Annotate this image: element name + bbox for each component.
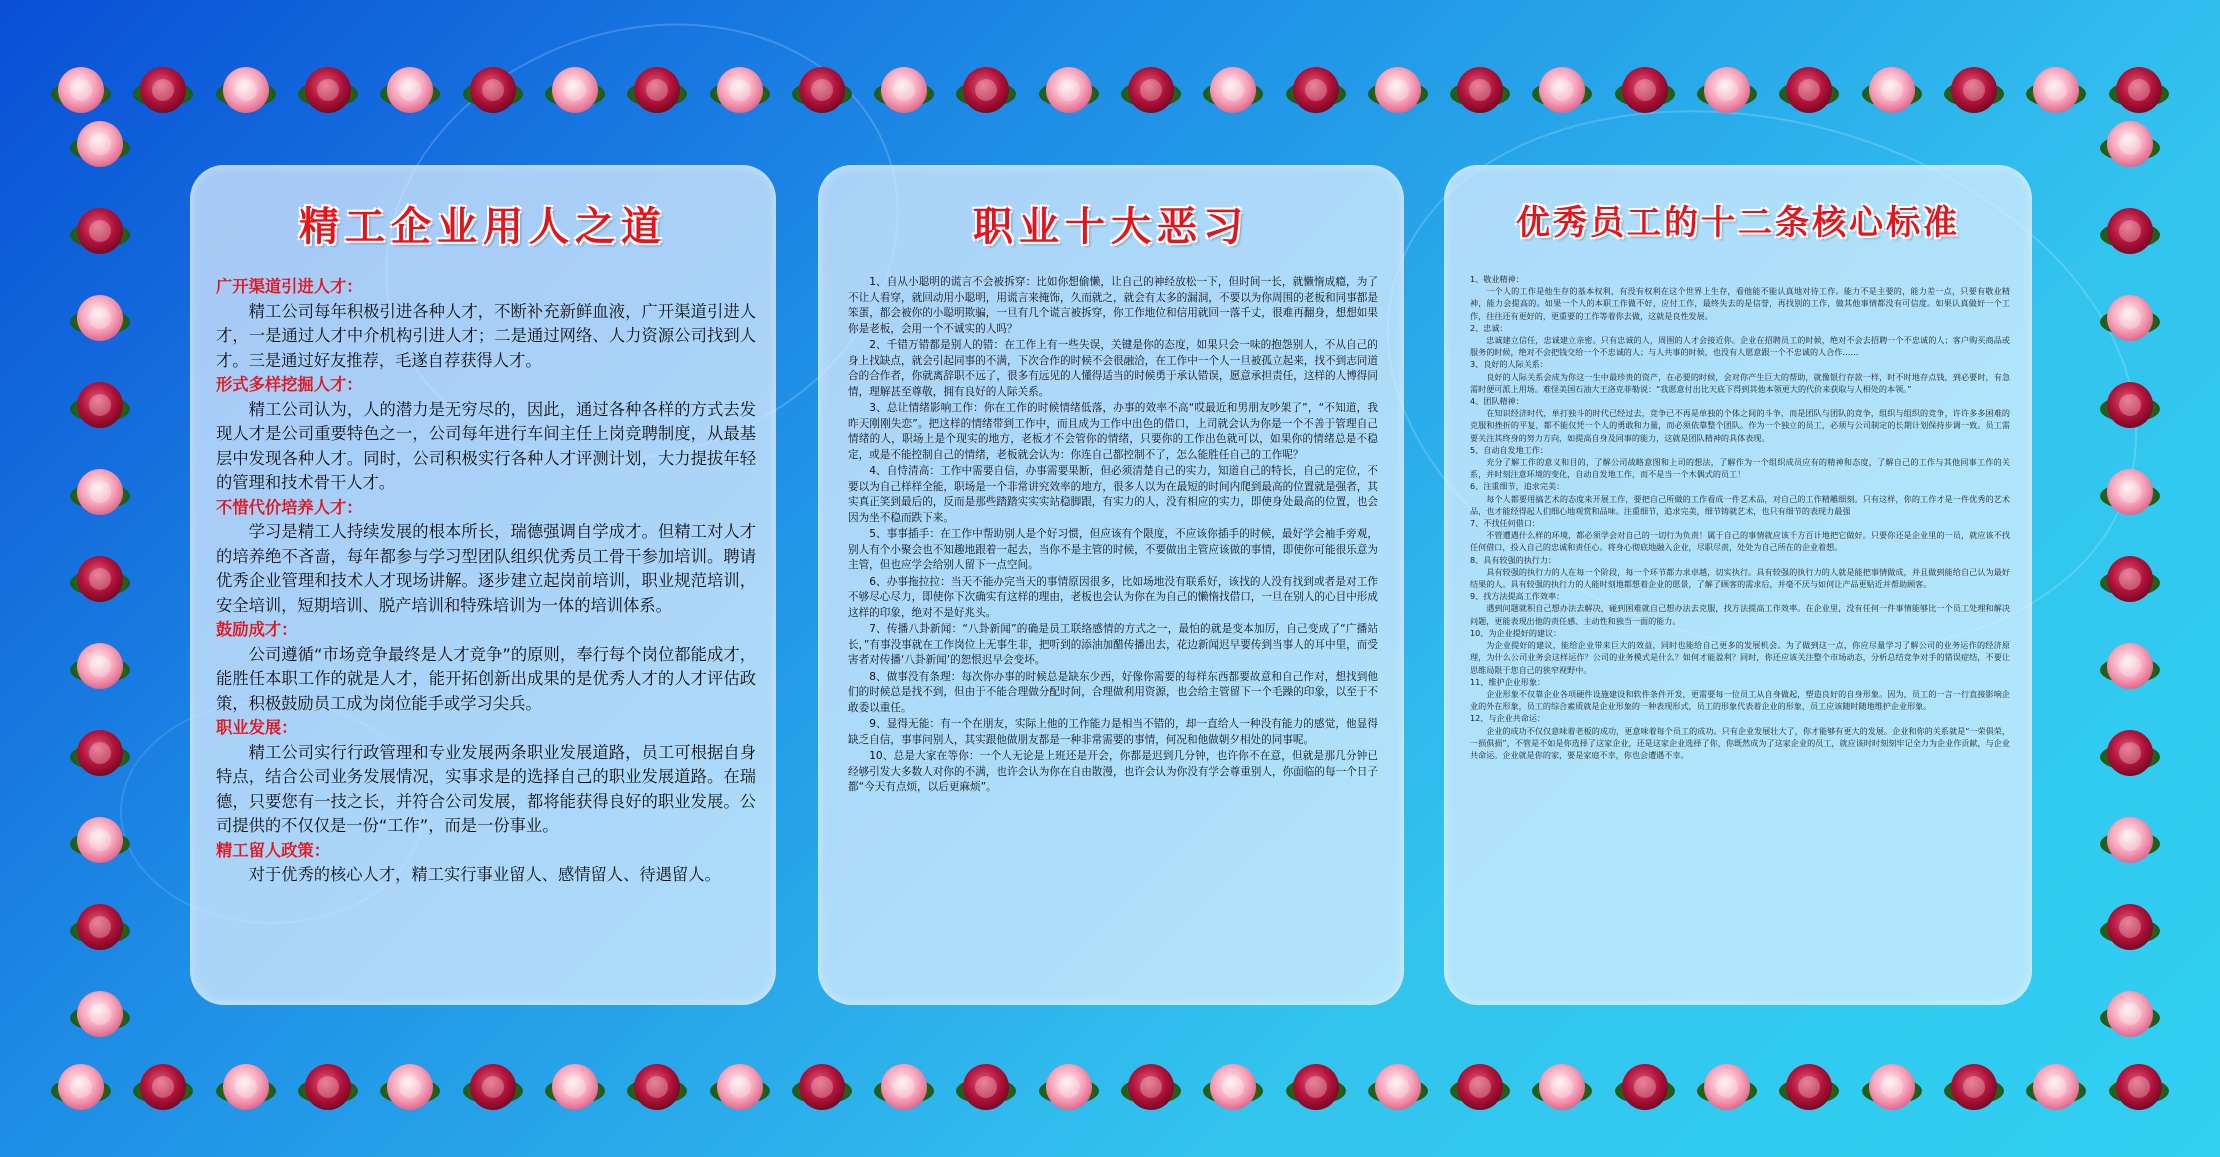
peony-flower-icon <box>1116 59 1186 121</box>
item-heading: 5、自动自发地工作： <box>1470 444 1548 455</box>
peony-flower-icon <box>1939 59 2009 121</box>
peony-flower-icon <box>65 287 135 349</box>
item-heading: 12、与企业共命运： <box>1470 713 1546 724</box>
peony-flower-icon <box>2095 722 2165 784</box>
peony-flower-icon <box>65 809 135 871</box>
peony-flower-icon <box>1692 1056 1762 1118</box>
panel-title: 精工企业用人之道 <box>299 203 667 250</box>
section-heading: 广开渠道引进人才： <box>216 277 363 296</box>
peony-flower-icon <box>787 59 857 121</box>
panel-talent-policy <box>190 165 776 1005</box>
peony-flower-icon <box>293 1056 363 1118</box>
list-item: 7、传播八卦新闻：“八卦新闻”的确是员工联络感情的方式之一，最怕的就是变本加厉，自己变成了“广播站长，”有事没事就在工作岗位上无事生非，把听到的添油加醋传播出去，花边新闻迟早要传到当事人的耳中里，而受害者对传播‘八卦新闻’的恕恨迟早会变坏。 <box>848 623 1378 666</box>
item-text: 充分了解工作的意义和目的，了解公司战略意图和上司的想法，了解作为一个组织成员应有的精神和态度，了解自己的工作与其他同事工作的关系，并时刻注意环境的变化，自动自发地工作，而不是当一个木偶式的员工！ <box>1470 457 2010 480</box>
peony-flower-icon <box>1034 1056 1104 1118</box>
section-text: 公司遵循“市场竞争最终是人才竞争”的原则，奉行每个岗位都能成才，能胜任本职工作的就是人才，能开拓创新出成果的是优秀人才的人才评估政策，积极鼓励员工成为岗位能手或学习尖兵。 <box>216 644 756 713</box>
list-item: 2、千错万错都是别人的错：在工作上有一些失误，关键是你的态度，如果只会一味的抱怨别人，不从自己的身上找缺点，就会引起同事的不满，下次合作的时候不会很融洽，在工作中一个人一旦被孤立起来，找不到志同道合的合作者，你就离辞职不远了，很多有远见的人懂得适当的时候勇于承认错误，愿意承担责任，这样的人博得同情，理解甚至尊敬，拥有良好的人际关系。 <box>848 339 1378 398</box>
peony-flower-icon <box>1198 59 1268 121</box>
peony-flower-icon <box>2095 200 2165 262</box>
item-text: 一个人的工作是他生存的基本权利，有没有权利在这个世界上生存，看他能不能认真地对待工作。能力不是主要的，能力差一点，只要有敬业精神，能力会提高的。如果一个人的本职工作做不好，应付工作，最终失去的是信誉，再找别的工作，做其他事情都没有可信度。如果认真做好一个工作，往往还有更好的，更重要的工作等着你去做，这就是良性发展。 <box>1470 286 2010 321</box>
peony-flower-icon <box>65 548 135 610</box>
panel-title: 职业十大恶习 <box>973 203 1249 250</box>
item-heading: 2、忠诚： <box>1470 322 1508 333</box>
peony-flower-icon <box>1445 1056 1515 1118</box>
section-heading: 鼓励成才： <box>216 620 298 639</box>
section-text: 精工公司实行行政管理和专业发展两条职业发展道路，员工可根据自身特点，结合公司业务发展情况，实事求是的选择自己的职业发展道路。在瑞德，只要您有一技之长，并符合公司发展，都将能获得良好的职业发展。公司提供的不仅仅是一份“工作”，而是一份事业。 <box>216 742 756 835</box>
peony-flower-icon <box>1363 1056 1433 1118</box>
peony-flower-icon <box>2104 1056 2174 1118</box>
peony-flower-icon <box>2095 113 2165 175</box>
item-heading: 7、不找任何借口： <box>1470 518 1540 529</box>
section-text: 学习是精工人持续发展的根本所长，瑞德强调自学成才。但精工对人才的培养绝不吝啬，每年都参与学习型团队组织优秀员工骨干参加培训。聘请优秀企业管理和技术人才现场讲解。逐步建立起岗前培训，职业规范培训，安全培训，短期培训、脱产培训和特殊培训为一体的培训体系。 <box>216 522 756 615</box>
section-heading: 精工留人政策： <box>216 840 330 860</box>
flower-border-left <box>55 100 145 1057</box>
peony-flower-icon <box>65 896 135 958</box>
peony-flower-icon <box>65 374 135 436</box>
peony-flower-icon <box>787 1056 857 1118</box>
peony-flower-icon <box>1774 59 1844 121</box>
panel-title: 优秀员工的十二条核心标准 <box>1516 203 1960 243</box>
section-text: 精工公司每年积极引进各种人才，不断补充新鲜血液，广开渠道引进人才，一是通过人才中介机构引进人才；二是通过网络、人力资源公司找到人才。三是通过好友推荐，毛遂自荐获得人才。 <box>216 301 756 370</box>
panel-bad-habits <box>818 165 1404 1005</box>
item-text: 在知识经济时代，单打独斗的时代已经过去，竞争已不再是单独的个体之间的斗争，而是团队与团队的竞争，组织与组织的竞争，许许多多困难的克服和挫折的平复，都不能仅凭一个人的勇敢和力量，而必须依靠整个团队。作为一个独立的员工，必须与公司制定的长期计划保持步调一致。员工需要关注其终身的努力方向，如提高自身及同事的能力，这就是团队精神的具体表现。 <box>1470 408 2010 443</box>
item-heading: 11、维护企业形象： <box>1470 676 1546 687</box>
peony-flower-icon <box>540 59 610 121</box>
peony-flower-icon <box>458 59 528 121</box>
item-text: 企业形象不仅靠企业各项硬件设施建设和软件条件开发，更需要每一位员工从自身做起，塑造良好的自身形象。因为，员工的一言一行直接影响企业的外在形象，员工的综合素质就是企业形象的一种表现形式，员工的形象代表着企业的形象，员工应该随时随地维护企业形象。 <box>1470 688 2010 712</box>
peony-flower-icon <box>1857 1056 1927 1118</box>
peony-flower-icon <box>1281 59 1351 121</box>
peony-flower-icon <box>65 113 135 175</box>
peony-flower-icon <box>1034 59 1104 121</box>
item-text: 不管遭遇什么样的环境，都必须学会对自己的一切行为负责！属于自己的事情就应该千方百计地把它做好。只要你还是企业里的一员，就应该不找任何借口，投入自己的忠诚和责任心。将身心彻底地融入企业，尽职尽责，处处为自己所在的企业着想。 <box>1470 530 2010 553</box>
peony-flower-icon <box>2095 461 2165 523</box>
peony-flower-icon <box>375 59 445 121</box>
peony-flower-icon <box>2095 983 2165 1045</box>
peony-flower-icon <box>540 1056 610 1118</box>
panel-body <box>216 275 756 888</box>
peony-flower-icon <box>375 1056 445 1118</box>
item-heading: 10、为企业提好的建议： <box>1470 627 1562 638</box>
flower-border-top <box>40 45 2180 135</box>
peony-flower-icon <box>2095 287 2165 349</box>
peony-flower-icon <box>2095 896 2165 958</box>
peony-flower-icon <box>1857 59 1927 121</box>
peony-flower-icon <box>705 59 775 121</box>
item-text: 忠诚建立信任，忠诚建立亲密。只有忠诚的人，周围的人才会接近你。企业在招聘员工的时候，绝对不会去招聘一个不忠诚的人；客户购买商品或服务的时候，绝对不会把钱交给一个不忠诚的人；与人共事的时候，也没有人愿意跟一个不忠诚的人合作…… <box>1470 335 2010 358</box>
section-heading: 形式多样挖掘人才： <box>216 375 363 394</box>
item-text: 具有较强的执行力的人在每一个阶段，每一个环节都力求卓越，切实执行。具有较强的执行力的人就是能把事情做成，并且做到能给自己认为最好结果的人。具有较强的执行力的人能时刻地都想着企业的愿景，了解了顾客的需求后，并毫不厌与如何让产品更贴近并帮助顾客。 <box>1470 566 2010 590</box>
peony-flower-icon <box>2095 374 2165 436</box>
peony-flower-icon <box>1610 1056 1680 1118</box>
section-heading: 不惜代价培养人才： <box>216 497 363 517</box>
peony-flower-icon <box>1281 1056 1351 1118</box>
peony-flower-icon <box>2095 548 2165 610</box>
peony-flower-icon <box>65 983 135 1045</box>
peony-flower-icon <box>1116 1056 1186 1118</box>
item-heading: 9、找方法提高工作效率： <box>1470 591 1565 602</box>
section-heading: 职业发展： <box>216 718 298 737</box>
peony-flower-icon <box>65 461 135 523</box>
peony-flower-icon <box>951 59 1021 121</box>
list-item: 8、做事没有条理：每次你办事的时候总是缺东少西，好像你需要的每样东西都要故意和自己作对，想找到他们的时候总是找不到，但由于不能合理做分配时间，合理做利用资源，也会给主管留下一个毛躁的印象，以至于不敢委以重任。 <box>848 670 1378 714</box>
peony-flower-icon <box>869 59 939 121</box>
peony-flower-icon <box>1363 59 1433 121</box>
panel-body <box>1470 273 2010 761</box>
peony-flower-icon <box>1774 1056 1844 1118</box>
peony-flower-icon <box>2095 635 2165 697</box>
peony-flower-icon <box>1939 1056 2009 1118</box>
peony-flower-icon <box>65 722 135 784</box>
item-heading: 1、敬业精神： <box>1470 274 1524 284</box>
peony-flower-icon <box>46 1056 116 1118</box>
list-item: 9、显得无能：有一个在朋友，实际上他的工作能力是相当不错的，却一直给人一种没有能力的感觉，他显得缺乏自信，事事问别人，其实跟他做朋友都是一种非常需要的事情，何况和他做朝夕相处的同事呢。 <box>848 718 1378 746</box>
flower-border-right <box>2085 100 2175 1057</box>
section-text: 对于优秀的核心人才，精工实行事业留人、感情留人、待遇留人。 <box>248 865 721 884</box>
peony-flower-icon <box>1692 59 1762 121</box>
panel-body <box>848 275 1378 797</box>
list-item: 5、事事插手：在工作中帮助别人是个好习惯，但应该有个限度，不应该你插手的时候，最好学会袖手旁观，别人有个小聚会也不知趣地跟着一起去，当你不是主管的时候，不要做出主管应该做的事情，即使你可能很乐意为主管，但也应学会给别人留下一点空间。 <box>848 528 1378 571</box>
list-item: 3、总让情绪影响工作：你在工作的时候情绪低落，办事的效率不高“哎最近和男朋友吵架了”，“不知道，我昨天刚刚失恋”。把这样的情绪带到工作中，而且成为工作中出色的借口，上司就会认为你是一个不善于管理自己情绪的人，职场上是个现实的地方，老板才不会管你的情绪，只要你的工作出色就可以，如果你的情绪总是不稳定，或是不能控制自己的情绪，老板就会认为：你连自己都控制不了，怎么能胜任自己的工作呢？ <box>848 402 1378 461</box>
peony-flower-icon <box>65 200 135 262</box>
section-text: 精工公司认为，人的潜力是无穷尽的，因此，通过各种各样的方式去发现人才是公司重要特色之一，公司每年进行车间主任上岗竞聘制度，从最基层中发现各种人才。同时，公司积极实行各种人才评测计划，大力提拔年轻的管理和技术骨干人才。 <box>216 399 756 492</box>
peony-flower-icon <box>65 635 135 697</box>
peony-flower-icon <box>622 59 692 121</box>
item-text: 良好的人际关系会成为你这一生中最珍贵的资产，在必要的时候，会对你产生巨大的帮助，就像银行存款一样，时不时地存点钱，到必要时，有急需时便可派上用场。难怪美国石油大王洛克菲勒说：“我愿意付出比天底下得到其他本领更大的代价来获取与人相处的本领。” <box>1470 371 2010 394</box>
peony-flower-icon <box>458 1056 528 1118</box>
flower-border-bottom <box>40 1042 2180 1132</box>
peony-flower-icon <box>2021 59 2091 121</box>
item-text: 每个人都要用搞艺术的态度来开展工作，要把自己所做的工作看成一件艺术品，对自己的工作精雕细刻。只有这样，你的工作才是一件优秀的艺术品，也才能经得起人们细心地观赏和品味。注重细节，追求完美，细节铸就艺术，也只有细节的表现力最强 <box>1470 493 2010 516</box>
list-item: 1、自从小聪明的谎言不会被拆穿：比如你想偷懒，让自己的神经放松一下，但时间一长，就懒惰成瘾，为了不让人看穿，就回动用小聪明，用谎言来掩饰，久而就之，就会有太多的漏洞，不要以为你周围的老板和同事都是笨蛋，都会被你的小聪明欺骗，一旦有几个谎言被拆穿，你工作地位和信用就回一落千丈，很难再翻身，想想如果你是老板，会用一个不诚实的人吗？ <box>848 276 1378 335</box>
peony-flower-icon <box>705 1056 775 1118</box>
peony-flower-icon <box>1527 1056 1597 1118</box>
peony-flower-icon <box>869 1056 939 1118</box>
item-text: 为企业提好的建议，能给企业带来巨大的效益，同时也能给自己更多的发展机会。为了做到这一点，你应尽量学习了解公司的业务运作的经济原理，为什么公司业务会这样运作？公司的业务模式是什么？如何才能盈利？同时，你还应该关注整个市场动态，分析总结竞争对手的错误症结，不要让思维局限于您自己的狭窄视野中。 <box>1470 640 2010 675</box>
item-heading: 4、团队精神： <box>1470 396 1524 407</box>
peony-flower-icon <box>1527 59 1597 121</box>
peony-flower-icon <box>1445 59 1515 121</box>
peony-flower-icon <box>211 59 281 121</box>
item-heading: 6、注重细节，追求完美： <box>1470 481 1565 492</box>
panel-employee-standards <box>1444 165 2032 1005</box>
peony-flower-icon <box>951 1056 1021 1118</box>
peony-flower-icon <box>128 1056 198 1118</box>
peony-flower-icon <box>211 1056 281 1118</box>
item-text: 遇到问题就积自己想办法去解决，碰到困难就自己想办法去克服，找方法提高工作效率。在企业里，没有任何一件事情能够比一个员工处理和解决问题，更能表现出他的责任感、主动性和独当一面的能力。 <box>1470 603 2010 626</box>
peony-flower-icon <box>293 59 363 121</box>
item-text: 企业的成功不仅仅意味着老板的成功，更意味着每个员工的成功。只有企业发展壮大了，你才能够有更大的发展。企业和你的关系就是“一荣俱荣，一损俱损”，不管是不如是你选择了这家企业，还是这家企业选择了你，你既然成为了这家企业的员工，就应该时时刻刻牢记全力为企业作贡献，与企业共命运。企业就是你的家，要是家庭不幸，你也会遭遇不幸。 <box>1470 725 2010 760</box>
peony-flower-icon <box>2095 809 2165 871</box>
peony-flower-icon <box>1198 1056 1268 1118</box>
list-item: 10、总是大家在等你：一个人无论是上班还是开会，你都是迟到几分钟，也许你不在意，但就是那几分钟已经够引发大多数人对你的不满，也许会认为你在自由散漫，也许会认为你没有学会尊重别人，你面临的每一个日子都“今天有点烦，以后更麻烦”。 <box>848 750 1378 793</box>
list-item: 4、自恃清高：工作中需要自信，办事需要果断，但必须清楚自己的实力，知道自己的特长，自己的定位，不要以为自己样样全能，职场是一个非常讲究效率的地方，很多人以为在最短的时间内爬到最高的位置就是强者，其实真正笑到最后的，反而是那些踏踏实实实站稳脚跟，有实力的人，没有相应的实力，即使身处最高的位置，也会因为坐不稳而跌下来。 <box>848 465 1378 524</box>
peony-flower-icon <box>2021 1056 2091 1118</box>
peony-flower-icon <box>1610 59 1680 121</box>
list-item: 6、办事拖拉拉：当天不能办完当天的事情原因很多，比如场地没有联系好，该找的人没有找到或者是对工作不够尽心尽力，即使你下次确实有这样的理由，老板也会认为你在为自己的懒惰找借口，一旦在别人的心目中形成这样的印象，绝对不是好兆头。 <box>848 575 1378 619</box>
item-heading: 3、良好的人际关系： <box>1470 359 1548 370</box>
item-heading: 8、具有较强的执行力： <box>1470 554 1557 565</box>
peony-flower-icon <box>622 1056 692 1118</box>
